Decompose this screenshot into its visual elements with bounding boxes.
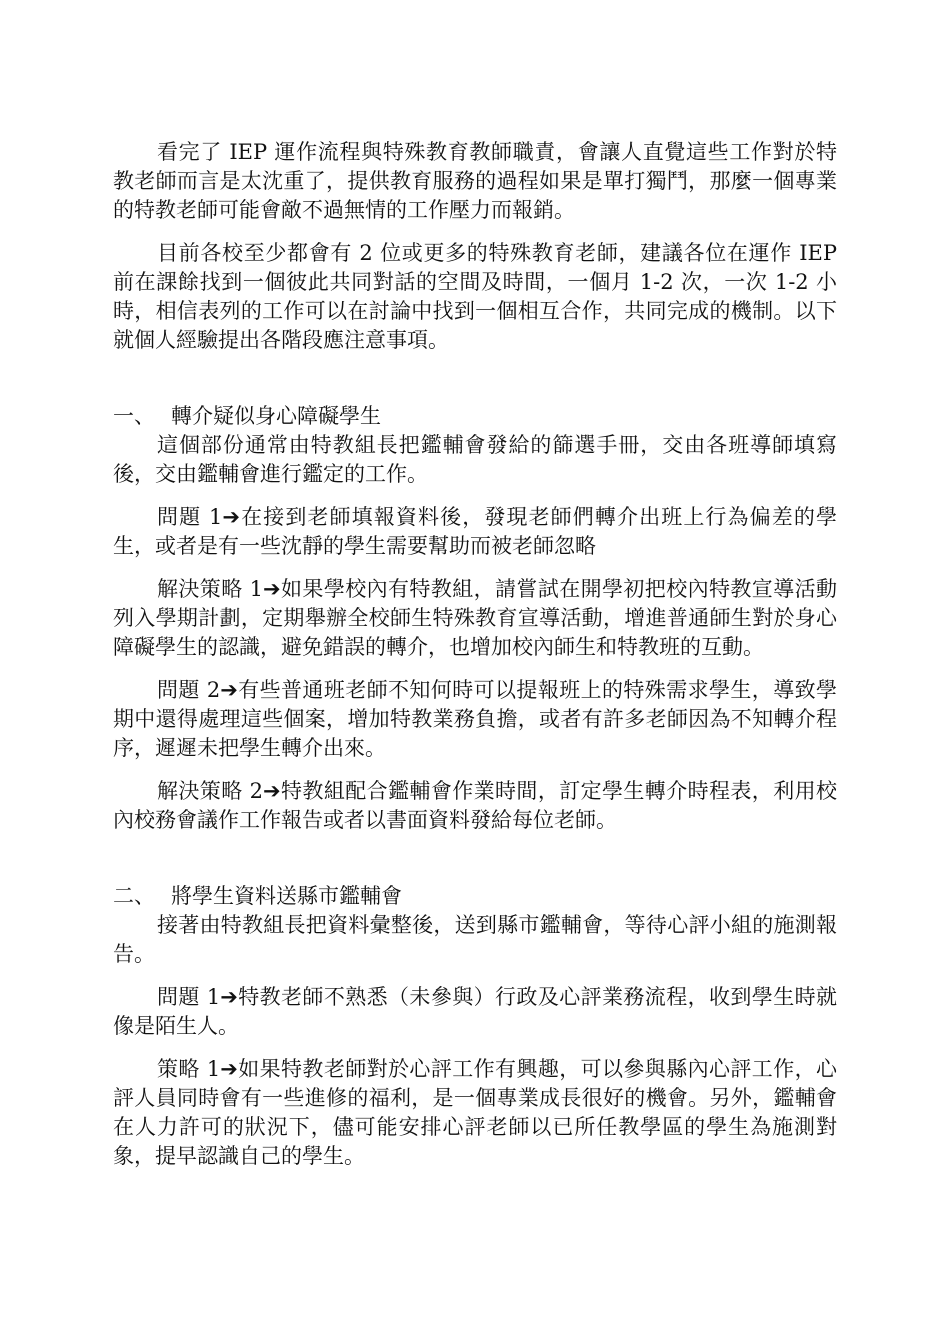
intro-paragraph-2: 目前各校至少都會有 2 位或更多的特殊教育老師，建議各位在運作 IEP 前在課餘找到一個彼此共同對話的空間及時間，一個月 1-2 次，一次 1-2 小時，相信表列的工作可以在討論中找到一個相互合作，共同完成的機制。以下就個人經驗提出各階段應注意事項。	[113, 241, 837, 352]
arrow-right-icon: ➔	[222, 505, 240, 529]
section-2-heading	[113, 882, 837, 911]
arrow-right-icon: ➔	[220, 1057, 238, 1081]
section-1-strategy-1	[113, 575, 837, 662]
arrow-right-icon: ➔	[263, 577, 281, 601]
item-label: 解決策略 2	[157, 779, 264, 803]
section-2-strategy-1	[113, 1055, 837, 1171]
section-1-title: 轉介疑似身心障礙學生	[171, 404, 381, 428]
arrow-right-icon: ➔	[220, 678, 238, 702]
item-label: 解決策略 1	[157, 577, 264, 601]
item-text: 有些普通班老師不知何時可以提報班上的特殊需求學生，導致學期中還得處理這些個案，增加特教業務負擔，或者有許多老師因為不知轉介程序，遲遲未把學生轉介出來。	[113, 678, 837, 760]
item-label: 問題 1	[157, 505, 223, 529]
item-label: 問題 1	[157, 985, 221, 1009]
item-text: 如果學校內有特教組，請嘗試在開學初把校內特教宣導活動列入學期計劃，定期舉辦全校師生特殊教育宣導活動，增進普通師生對於身心障礙學生的認識，避免錯誤的轉介，也增加校內師生和特教班的互動。	[113, 577, 837, 659]
section-2-title: 將學生資料送縣市鑑輔會	[171, 884, 402, 908]
item-text: 特教組配合鑑輔會作業時間，訂定學生轉介時程表，利用校內校務會議作工作報告或者以書面資料發給每位老師。	[113, 779, 837, 832]
item-text: 在接到老師填報資料後，發現老師們轉介出班上行為偏差的學生，或者是有一些沈靜的學生需要幫助而被老師忽略	[113, 505, 837, 558]
item-text: 特教老師不熟悉（未參與）行政及心評業務流程，收到學生時就像是陌生人。	[113, 985, 837, 1038]
section-1-problem-2	[113, 676, 837, 763]
document-body	[113, 138, 837, 1185]
section-2-lead: 接著由特教組長把資料彙整後，送到縣市鑑輔會，等待心評小組的施測報告。	[113, 913, 837, 966]
item-label: 問題 2	[157, 678, 221, 702]
section-1-problem-1	[113, 503, 837, 561]
section-1-strategy-2	[113, 777, 837, 835]
section-1-number: 一、	[113, 404, 155, 428]
section-2-number: 二、	[113, 884, 155, 908]
item-text: 如果特教老師對於心評工作有興趣，可以參與縣內心評工作，心評人員同時會有一些進修的福利，是一個專業成長很好的機會。另外，鑑輔會在人力許可的狀況下，儘可能安排心評老師以已所任教學區的學生為施測對象，提早認識自己的學生。	[113, 1057, 837, 1168]
section-1-heading	[113, 402, 837, 431]
section-2-problem-1	[113, 983, 837, 1041]
intro-paragraph-1: 看完了 IEP 運作流程與特殊教育教師職責，會讓人直覺這些工作對於特教老師而言是太沈重了，提供教育服務的過程如果是單打獨鬥，那麼一個專業的特教老師可能會敵不過無情的工作壓力而報銷。	[113, 140, 837, 222]
arrow-right-icon: ➔	[220, 985, 238, 1009]
arrow-right-icon: ➔	[263, 779, 281, 803]
item-label: 策略 1	[157, 1057, 221, 1081]
section-1-lead: 這個部份通常由特教組長把鑑輔會發給的篩選手冊，交由各班導師填寫後，交由鑑輔會進行鑑定的工作。	[113, 433, 837, 486]
